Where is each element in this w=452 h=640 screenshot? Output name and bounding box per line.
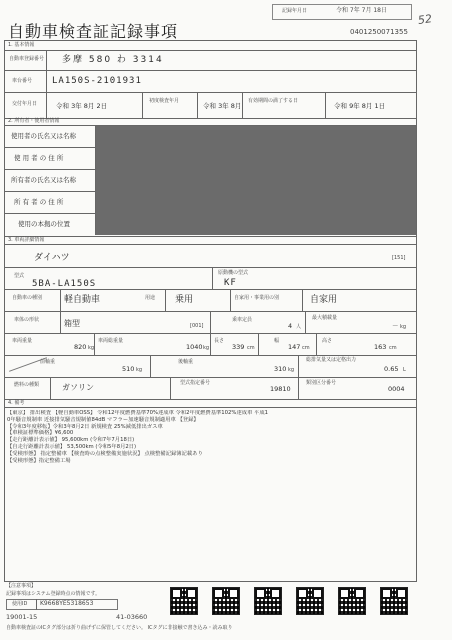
rule (258, 333, 259, 355)
height-unit: cm (389, 345, 397, 351)
rule (150, 355, 151, 377)
rule (94, 333, 95, 355)
category-label: 類別区分番号 (306, 380, 337, 386)
rule (4, 377, 417, 378)
rule (4, 92, 417, 93)
notice: 記録事項はシステム登録時点の情報です。 (6, 591, 101, 597)
rule (316, 333, 317, 355)
expiry: 令和 9年 8月 1日 (334, 102, 386, 110)
remark-line: 【自走行距離計表示値】 53,500km (令和5年8月2日) (7, 443, 137, 450)
length-unit: cm (247, 345, 255, 351)
rule (210, 311, 211, 333)
fuel: ガソリン (62, 383, 94, 392)
left-code: 19001-15 (6, 613, 38, 621)
rule (50, 377, 51, 399)
maxload-unit: kg (400, 324, 407, 330)
use-label: 用途 (145, 295, 156, 301)
owner-row-label: 使用者の氏名又は名称 (11, 132, 76, 140)
rule (60, 311, 61, 333)
qr-code-icon (254, 587, 282, 615)
height: 163 (374, 343, 387, 351)
capacity-unit: 人 (296, 324, 302, 330)
issued: 令和 3年 8月 2日 (56, 102, 108, 110)
body-label: 車体の形状 (14, 317, 40, 323)
redaction-block (96, 126, 416, 235)
bottom-text: 自動車検査証のICタグ部分は折り曲げずに保管してください。 ICタグに非接触で書き込み・読み取り (6, 625, 233, 631)
purpose: 自家用 (310, 295, 338, 305)
remark-line: 【車検証標準価格】¥6,600 (7, 430, 74, 437)
rule (36, 599, 37, 610)
rear-axle-label: 後軸重 (178, 359, 194, 365)
remark-line: 【受検形態】 指定整備車 【検査時の点検整備実施状況】 点検整備記録簿記載あり (7, 450, 203, 457)
maxload: － (392, 322, 399, 330)
user-id-label: 使用ID (12, 601, 28, 607)
use: 乗用 (175, 295, 194, 305)
capacity-label: 乗車定員 (232, 317, 253, 323)
remark-line: 【東京】 排出検査 【軽自動車OSS】 令和12年度燃費基準70%達成車 令和2年度燃費基準102%達成車 平成1 (7, 410, 268, 416)
rule (230, 289, 231, 311)
gross-unit: kg (203, 345, 210, 351)
chassis: LA150S-2101931 (52, 76, 142, 86)
rule (46, 50, 47, 118)
gross: 1040 (186, 343, 203, 351)
rule (170, 377, 171, 399)
owner-row-label: 使用の本拠の位置 (18, 220, 70, 228)
rule (210, 333, 211, 355)
remark-line: 0年騒音規制車 近接排気騒音規制値84dB マフラー加速騒音規制適用車 【登録】 (7, 416, 199, 423)
rule (142, 92, 143, 118)
rule (4, 267, 417, 268)
kind-label: 自動車の種別 (12, 295, 43, 301)
maxload-label: 最大積載量 (312, 315, 338, 321)
fuel-label: 燃料の種類 (14, 382, 40, 388)
body-code: [001] (190, 323, 204, 329)
purpose-label: 自家用・事業用の別 (234, 295, 280, 301)
rule (4, 407, 417, 408)
qr-code-icon (212, 587, 240, 615)
page-title: 自動車検査証記録事項 (8, 22, 179, 41)
rule (4, 213, 95, 214)
model-label: 型式 (14, 273, 25, 279)
weight-unit: kg (88, 345, 95, 351)
remark-line: 【令和3年度移転】令和3年8月2日 新規検査 25%減低排出ガス車 (7, 423, 163, 430)
page-ref: [151] (392, 255, 406, 261)
remarks (7, 410, 413, 464)
rule (298, 377, 299, 399)
section1-heading: 1. 基本情報 (8, 42, 35, 48)
length-label: 長さ (214, 338, 225, 344)
record-date: 令和 7年 7月 18日 (336, 7, 387, 14)
notice-label: 【注意事項】 (6, 583, 37, 589)
height-label: 高さ (322, 338, 333, 344)
kind: 軽自動車 (64, 295, 101, 305)
rule (325, 92, 326, 118)
width-unit: cm (302, 345, 310, 351)
rule (197, 92, 198, 118)
rule (4, 50, 417, 51)
rule (4, 236, 417, 237)
rule (4, 70, 417, 71)
chassis-label: 車台番号 (12, 78, 33, 84)
rule (60, 289, 61, 311)
center-code: 41-03660 (116, 613, 148, 621)
rule (4, 289, 417, 290)
displacement-label: 総排気量又は定格出力 (306, 357, 357, 363)
rule (305, 311, 306, 333)
rear-axle: 310 (274, 365, 287, 373)
qr-code-icon (380, 587, 408, 615)
qr-code-icon (296, 587, 324, 615)
body: 箱型 (64, 319, 80, 328)
type-designation: 19810 (270, 385, 291, 393)
rule (212, 267, 213, 289)
engine: KF (224, 278, 237, 288)
displacement: 0.65 (384, 365, 399, 373)
rule (4, 191, 95, 192)
first-reg: 令和 3年 8月 (203, 102, 242, 110)
weight-label: 車両重量 (12, 338, 33, 344)
qr-code-icon (170, 587, 198, 615)
owner-row-label: 所有者の氏名又は名称 (11, 176, 76, 184)
model: 5BA-LA150S (32, 279, 97, 289)
section4-heading: 4. 備考 (8, 400, 25, 406)
issued-label: 交付年月日 (12, 101, 38, 107)
gross-label: 車両総重量 (98, 338, 124, 344)
rule (298, 355, 299, 377)
expiry-label: 有効期間の満了する日 (248, 98, 299, 104)
doc-number: 0401250071355 (350, 28, 408, 36)
maker: ダイハツ (34, 253, 70, 263)
length: 339 (232, 343, 245, 351)
section3-heading: 3. 車両詳細情報 (8, 237, 45, 243)
owner-row-label: 使 用 者 の 住 所 (14, 154, 64, 162)
plate: 多摩 580 わ 3314 (62, 55, 164, 65)
rule (4, 244, 417, 245)
rule (4, 147, 95, 148)
category: 0004 (388, 385, 405, 393)
front-axle-label: 前軸重 (40, 359, 56, 365)
qr-code-icon (338, 587, 366, 615)
remark-line: 【走行距離計表示値】 95,600km (令和7年7月18日) (7, 437, 135, 444)
engine-label: 原動機の型式 (218, 270, 249, 276)
handwritten-mark: 52 (417, 12, 433, 27)
plate-label: 自動車登録番号 (9, 56, 45, 62)
type-designation-label: 型式指定番号 (180, 380, 211, 386)
displacement-unit: L (403, 367, 406, 373)
remark-line: 【受検形態】指定整備工場 (7, 457, 71, 464)
first-reg-label: 初度検査年月 (149, 98, 180, 104)
width-label: 幅 (274, 338, 280, 344)
owner-row-label: 所 有 者 の 住 所 (14, 198, 64, 206)
rule (302, 289, 303, 311)
front-axle: 510 (122, 365, 135, 373)
section2-heading: 2. 所有者・使用者情報 (8, 118, 60, 124)
rule (4, 399, 417, 400)
width: 147 (288, 343, 301, 351)
record-date-label: 記録年月日 (282, 8, 308, 14)
user-id: K9668YE5318653 (40, 600, 94, 607)
rule (165, 289, 166, 311)
weight: 820 (74, 343, 87, 351)
front-axle-unit: kg (136, 367, 143, 373)
rule (4, 355, 417, 356)
capacity: 4 (288, 322, 293, 330)
rear-axle-unit: kg (288, 367, 295, 373)
rule (4, 169, 95, 170)
rule (4, 118, 417, 119)
rule (242, 92, 243, 118)
